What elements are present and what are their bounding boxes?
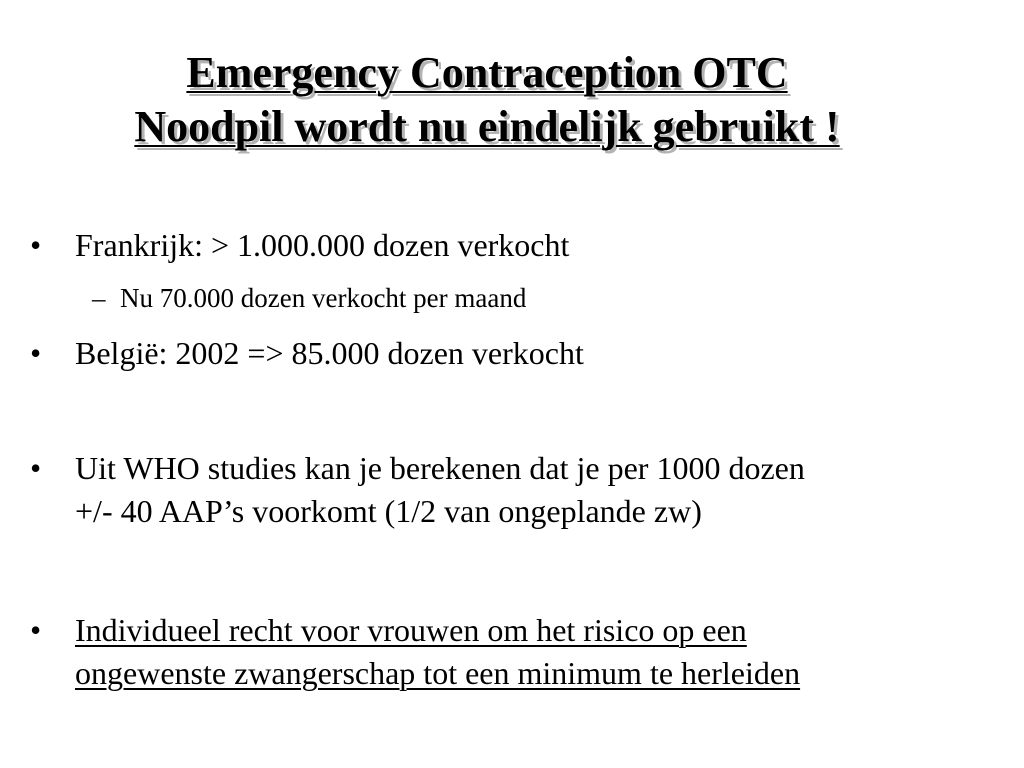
bullet-mark: • [30,335,42,371]
bullet-text-line-2: ongewenste zwangerschap tot een minimum te herleiden [75,655,801,691]
bullet-text-line-2: +/- 40 AAP’s voorkomt (1/2 van ongeplande zw) [75,493,702,529]
bullet-mark: • [30,227,42,263]
sub-bullet-text: Nu 70.000 dozen verkocht per maand [120,283,527,313]
bullet-text-line-1: Individueel recht voor vrouwen om het risico op een [75,612,747,648]
title-line-1: Emergency Contraception OTC [186,48,788,97]
sub-bullet-mark: – [92,283,106,313]
bullet-text: België: 2002 => 85.000 dozen verkocht [75,335,584,371]
bullet-text: Frankrijk: > 1.000.000 dozen verkocht [75,227,570,263]
title-line-2: Noodpil wordt nu eindelijk gebruikt ! [134,102,840,151]
bullet-text [75,447,995,533]
bullet-text [75,609,995,695]
bullet-mark: • [30,612,42,648]
bullet-mark: • [30,450,42,486]
bullet-text-line-1: Uit WHO studies kan je berekenen dat je per 1000 dozen [75,450,805,486]
